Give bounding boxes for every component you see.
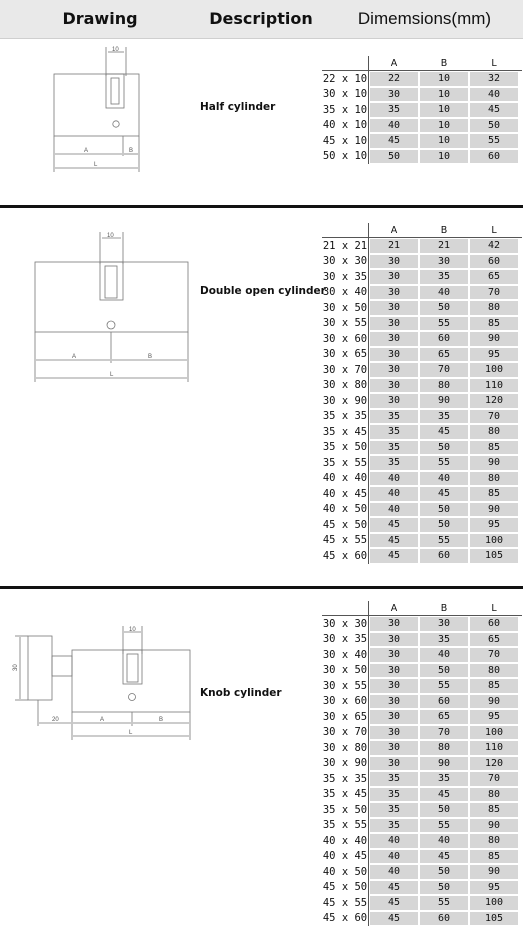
l-cell: 70 xyxy=(470,772,518,786)
double-dim-l: L xyxy=(110,372,114,378)
size-cell: 30 x 55 xyxy=(322,679,368,692)
col-l: L xyxy=(491,57,497,69)
table-knob-cylinder xyxy=(322,601,522,926)
b-cell: 45 xyxy=(420,788,468,802)
l-cell: 100 xyxy=(470,726,518,740)
b-cell: 70 xyxy=(420,363,468,377)
size-cell: 40 x 10 xyxy=(322,119,368,132)
b-cell: 60 xyxy=(420,332,468,346)
table-row xyxy=(322,285,522,301)
size-cell: 30 x 80 xyxy=(322,741,368,754)
a-cell: 45 xyxy=(370,549,418,563)
a-cell: 45 xyxy=(370,896,418,910)
table-row xyxy=(322,300,522,316)
table-row xyxy=(322,133,522,149)
col-b: B xyxy=(440,224,448,236)
b-cell: 70 xyxy=(420,726,468,740)
l-cell: 40 xyxy=(470,88,518,102)
l-cell: 80 xyxy=(470,472,518,486)
size-cell: 45 x 55 xyxy=(322,896,368,909)
a-cell: 40 xyxy=(370,487,418,501)
b-cell: 90 xyxy=(420,757,468,771)
b-cell: 21 xyxy=(420,239,468,253)
b-cell: 50 xyxy=(420,441,468,455)
a-cell: 30 xyxy=(370,726,418,740)
l-cell: 85 xyxy=(470,803,518,817)
a-cell: 30 xyxy=(370,317,418,331)
table-row xyxy=(322,756,522,772)
b-cell: 60 xyxy=(420,912,468,926)
size-cell: 40 x 40 xyxy=(322,834,368,847)
table-row xyxy=(322,316,522,332)
b-cell: 50 xyxy=(420,301,468,315)
size-cell: 35 x 10 xyxy=(322,103,368,116)
a-cell: 30 xyxy=(370,286,418,300)
a-cell: 45 xyxy=(370,518,418,532)
a-cell: 30 xyxy=(370,363,418,377)
b-cell: 50 xyxy=(420,865,468,879)
size-cell: 35 x 55 xyxy=(322,456,368,469)
size-cell: 45 x 10 xyxy=(322,134,368,147)
knob-dim-top: 10 xyxy=(129,627,136,633)
b-cell: 35 xyxy=(420,270,468,284)
a-cell: 40 xyxy=(370,865,418,879)
l-cell: 80 xyxy=(470,301,518,315)
half-dim-a: A xyxy=(84,148,89,154)
b-cell: 55 xyxy=(420,534,468,548)
table-row xyxy=(322,632,522,648)
size-cell: 30 x 90 xyxy=(322,757,368,770)
size-cell: 40 x 50 xyxy=(322,865,368,878)
table-row xyxy=(322,864,522,880)
a-cell: 30 xyxy=(370,332,418,346)
a-cell: 30 xyxy=(370,695,418,709)
l-cell: 100 xyxy=(470,363,518,377)
l-cell: 90 xyxy=(470,456,518,470)
l-cell: 95 xyxy=(470,348,518,362)
table-row xyxy=(322,771,522,787)
a-cell: 30 xyxy=(370,664,418,678)
table-row xyxy=(322,694,522,710)
l-cell: 120 xyxy=(470,757,518,771)
size-cell: 35 x 45 xyxy=(322,788,368,801)
b-cell: 35 xyxy=(420,772,468,786)
b-cell: 45 xyxy=(420,487,468,501)
b-cell: 55 xyxy=(420,819,468,833)
size-cell: 30 x 30 xyxy=(322,617,368,630)
l-cell: 95 xyxy=(470,881,518,895)
header-drawing: Drawing xyxy=(62,9,138,28)
b-cell: 65 xyxy=(420,348,468,362)
a-cell: 35 xyxy=(370,819,418,833)
half-cylinder-drawing xyxy=(48,44,148,174)
l-cell: 70 xyxy=(470,286,518,300)
l-cell: 90 xyxy=(470,332,518,346)
table-row xyxy=(322,393,522,409)
b-cell: 35 xyxy=(420,410,468,424)
a-cell: 35 xyxy=(370,410,418,424)
b-cell: 45 xyxy=(420,850,468,864)
table-row xyxy=(322,849,522,865)
b-cell: 40 xyxy=(420,286,468,300)
b-cell: 40 xyxy=(420,472,468,486)
table-row xyxy=(322,818,522,834)
l-cell: 45 xyxy=(470,103,518,117)
table-row xyxy=(322,254,522,270)
a-cell: 45 xyxy=(370,134,418,148)
size-cell: 45 x 50 xyxy=(322,518,368,531)
col-b: B xyxy=(440,602,448,614)
l-cell: 95 xyxy=(470,710,518,724)
size-cell: 35 x 50 xyxy=(322,441,368,454)
table-row xyxy=(322,616,522,632)
size-cell: 30 x 70 xyxy=(322,363,368,376)
l-cell: 65 xyxy=(470,270,518,284)
knob-dim-a: A xyxy=(100,717,105,723)
table-row xyxy=(322,895,522,911)
size-cell: 21 x 21 xyxy=(322,239,368,252)
b-cell: 50 xyxy=(420,803,468,817)
b-cell: 40 xyxy=(420,834,468,848)
size-cell: 30 x 80 xyxy=(322,379,368,392)
b-cell: 10 xyxy=(420,72,468,86)
b-cell: 30 xyxy=(420,255,468,269)
knob-dim-b: B xyxy=(159,717,164,723)
half-dim-l: L xyxy=(94,162,98,168)
table-row xyxy=(322,740,522,756)
section-divider xyxy=(0,205,523,208)
l-cell: 85 xyxy=(470,679,518,693)
a-cell: 40 xyxy=(370,850,418,864)
table-row xyxy=(322,238,522,254)
col-b: B xyxy=(440,57,448,69)
l-cell: 110 xyxy=(470,741,518,755)
a-cell: 40 xyxy=(370,834,418,848)
l-cell: 105 xyxy=(470,549,518,563)
l-cell: 60 xyxy=(470,150,518,164)
table-row xyxy=(322,118,522,134)
table-row xyxy=(322,149,522,165)
size-cell: 35 x 35 xyxy=(322,410,368,423)
l-cell: 90 xyxy=(470,503,518,517)
l-cell: 110 xyxy=(470,379,518,393)
table-header-bar xyxy=(0,0,523,39)
b-cell: 60 xyxy=(420,695,468,709)
size-cell: 40 x 50 xyxy=(322,503,368,516)
l-cell: 80 xyxy=(470,425,518,439)
knob-cylinder-drawing xyxy=(10,622,192,742)
table-row xyxy=(322,548,522,564)
size-cell: 30 x 70 xyxy=(322,726,368,739)
l-cell: 80 xyxy=(470,664,518,678)
size-cell: 40 x 45 xyxy=(322,850,368,863)
table-row xyxy=(322,647,522,663)
size-cell: 35 x 55 xyxy=(322,819,368,832)
l-cell: 85 xyxy=(470,441,518,455)
table-row xyxy=(322,269,522,285)
double-dim-a: A xyxy=(72,354,77,360)
l-cell: 120 xyxy=(470,394,518,408)
size-cell: 30 x 65 xyxy=(322,710,368,723)
size-cell: 30 x 35 xyxy=(322,270,368,283)
b-cell: 10 xyxy=(420,150,468,164)
table-row xyxy=(322,880,522,896)
a-cell: 30 xyxy=(370,710,418,724)
table-half-cylinder xyxy=(322,56,522,164)
a-cell: 40 xyxy=(370,119,418,133)
l-cell: 100 xyxy=(470,896,518,910)
size-cell: 30 x 65 xyxy=(322,348,368,361)
size-cell: 30 x 35 xyxy=(322,633,368,646)
l-cell: 65 xyxy=(470,633,518,647)
b-cell: 10 xyxy=(420,119,468,133)
size-cell: 35 x 35 xyxy=(322,772,368,785)
size-cell: 22 x 10 xyxy=(322,72,368,85)
a-cell: 35 xyxy=(370,103,418,117)
table-row xyxy=(322,347,522,363)
size-cell: 45 x 50 xyxy=(322,881,368,894)
table-row xyxy=(322,362,522,378)
l-cell: 70 xyxy=(470,410,518,424)
table-row xyxy=(322,802,522,818)
table-row xyxy=(322,678,522,694)
a-cell: 35 xyxy=(370,803,418,817)
a-cell: 35 xyxy=(370,441,418,455)
section-divider xyxy=(0,586,523,589)
a-cell: 45 xyxy=(370,912,418,926)
table-head xyxy=(322,56,522,71)
l-cell: 55 xyxy=(470,134,518,148)
table-row xyxy=(322,455,522,471)
double-dim-b: B xyxy=(148,354,153,360)
l-cell: 95 xyxy=(470,518,518,532)
size-cell: 30 x 60 xyxy=(322,695,368,708)
half-dim-b: B xyxy=(129,148,134,154)
desc-half-cylinder: Half cylinder xyxy=(200,101,276,113)
l-cell: 85 xyxy=(470,850,518,864)
a-cell: 30 xyxy=(370,348,418,362)
table-row xyxy=(322,833,522,849)
desc-double-open-cylinder: Double open cylinder xyxy=(200,285,326,297)
table-row xyxy=(322,533,522,549)
l-cell: 85 xyxy=(470,487,518,501)
a-cell: 30 xyxy=(370,648,418,662)
a-cell: 30 xyxy=(370,301,418,315)
a-cell: 30 xyxy=(370,757,418,771)
b-cell: 65 xyxy=(420,710,468,724)
size-cell: 30 x 90 xyxy=(322,394,368,407)
a-cell: 30 xyxy=(370,270,418,284)
l-cell: 80 xyxy=(470,834,518,848)
l-cell: 60 xyxy=(470,617,518,631)
a-cell: 40 xyxy=(370,472,418,486)
size-cell: 45 x 60 xyxy=(322,549,368,562)
a-cell: 50 xyxy=(370,150,418,164)
table-row xyxy=(322,725,522,741)
table-row xyxy=(322,787,522,803)
b-cell: 80 xyxy=(420,741,468,755)
size-cell: 50 x 10 xyxy=(322,150,368,163)
col-a: A xyxy=(390,224,398,236)
knob-dim-side: 30 xyxy=(13,664,19,671)
size-cell: 30 x 40 xyxy=(322,648,368,661)
half-dim-top: 10 xyxy=(112,47,119,53)
a-cell: 30 xyxy=(370,741,418,755)
table-row xyxy=(322,709,522,725)
size-cell: 35 x 45 xyxy=(322,425,368,438)
a-cell: 30 xyxy=(370,88,418,102)
size-cell: 30 x 50 xyxy=(322,301,368,314)
l-cell: 105 xyxy=(470,912,518,926)
size-cell: 30 x 40 xyxy=(322,286,368,299)
a-cell: 21 xyxy=(370,239,418,253)
a-cell: 30 xyxy=(370,633,418,647)
a-cell: 30 xyxy=(370,255,418,269)
l-cell: 100 xyxy=(470,534,518,548)
table-head xyxy=(322,601,522,616)
table-row xyxy=(322,502,522,518)
double-open-cylinder-drawing xyxy=(30,230,192,385)
table-row xyxy=(322,102,522,118)
col-l: L xyxy=(491,602,497,614)
l-cell: 90 xyxy=(470,865,518,879)
size-cell: 40 x 45 xyxy=(322,487,368,500)
knob-dim-knob: 20 xyxy=(52,717,59,723)
l-cell: 80 xyxy=(470,788,518,802)
b-cell: 40 xyxy=(420,648,468,662)
b-cell: 55 xyxy=(420,679,468,693)
b-cell: 50 xyxy=(420,518,468,532)
b-cell: 30 xyxy=(420,617,468,631)
header-dimensions: Dimemsions(mm) xyxy=(357,9,492,28)
l-cell: 85 xyxy=(470,317,518,331)
table-row xyxy=(322,911,522,927)
l-cell: 32 xyxy=(470,72,518,86)
table-row xyxy=(322,471,522,487)
size-cell: 40 x 40 xyxy=(322,472,368,485)
a-cell: 45 xyxy=(370,534,418,548)
b-cell: 35 xyxy=(420,633,468,647)
table-head xyxy=(322,223,522,238)
table-row xyxy=(322,87,522,103)
size-cell: 30 x 55 xyxy=(322,317,368,330)
b-cell: 60 xyxy=(420,549,468,563)
l-cell: 70 xyxy=(470,648,518,662)
a-cell: 30 xyxy=(370,379,418,393)
b-cell: 55 xyxy=(420,896,468,910)
b-cell: 80 xyxy=(420,379,468,393)
b-cell: 10 xyxy=(420,103,468,117)
b-cell: 55 xyxy=(420,317,468,331)
table-row xyxy=(322,486,522,502)
a-cell: 45 xyxy=(370,881,418,895)
table-row xyxy=(322,663,522,679)
col-a: A xyxy=(390,602,398,614)
b-cell: 50 xyxy=(420,503,468,517)
knob-dim-l: L xyxy=(129,730,133,736)
double-dim-top: 10 xyxy=(107,233,114,239)
header-description: Description xyxy=(209,9,313,28)
b-cell: 50 xyxy=(420,664,468,678)
a-cell: 40 xyxy=(370,503,418,517)
table-row xyxy=(322,71,522,87)
table-row xyxy=(322,331,522,347)
size-cell: 30 x 50 xyxy=(322,664,368,677)
b-cell: 45 xyxy=(420,425,468,439)
table-row xyxy=(322,409,522,425)
size-cell: 30 x 60 xyxy=(322,332,368,345)
size-cell: 45 x 60 xyxy=(322,912,368,925)
a-cell: 35 xyxy=(370,456,418,470)
table-row xyxy=(322,517,522,533)
table-double-open-cylinder xyxy=(322,223,522,564)
a-cell: 30 xyxy=(370,394,418,408)
b-cell: 90 xyxy=(420,394,468,408)
a-cell: 30 xyxy=(370,679,418,693)
size-cell: 35 x 50 xyxy=(322,803,368,816)
b-cell: 50 xyxy=(420,881,468,895)
l-cell: 42 xyxy=(470,239,518,253)
b-cell: 55 xyxy=(420,456,468,470)
desc-knob-cylinder: Knob cylinder xyxy=(200,687,282,699)
a-cell: 35 xyxy=(370,772,418,786)
b-cell: 10 xyxy=(420,134,468,148)
a-cell: 22 xyxy=(370,72,418,86)
l-cell: 90 xyxy=(470,819,518,833)
a-cell: 30 xyxy=(370,617,418,631)
table-row xyxy=(322,424,522,440)
size-cell: 45 x 55 xyxy=(322,534,368,547)
l-cell: 60 xyxy=(470,255,518,269)
col-a: A xyxy=(390,57,398,69)
a-cell: 35 xyxy=(370,425,418,439)
l-cell: 90 xyxy=(470,695,518,709)
size-cell: 30 x 10 xyxy=(322,88,368,101)
b-cell: 10 xyxy=(420,88,468,102)
size-cell: 30 x 30 xyxy=(322,255,368,268)
table-row xyxy=(322,378,522,394)
table-row xyxy=(322,440,522,456)
a-cell: 35 xyxy=(370,788,418,802)
l-cell: 50 xyxy=(470,119,518,133)
col-l: L xyxy=(491,224,497,236)
